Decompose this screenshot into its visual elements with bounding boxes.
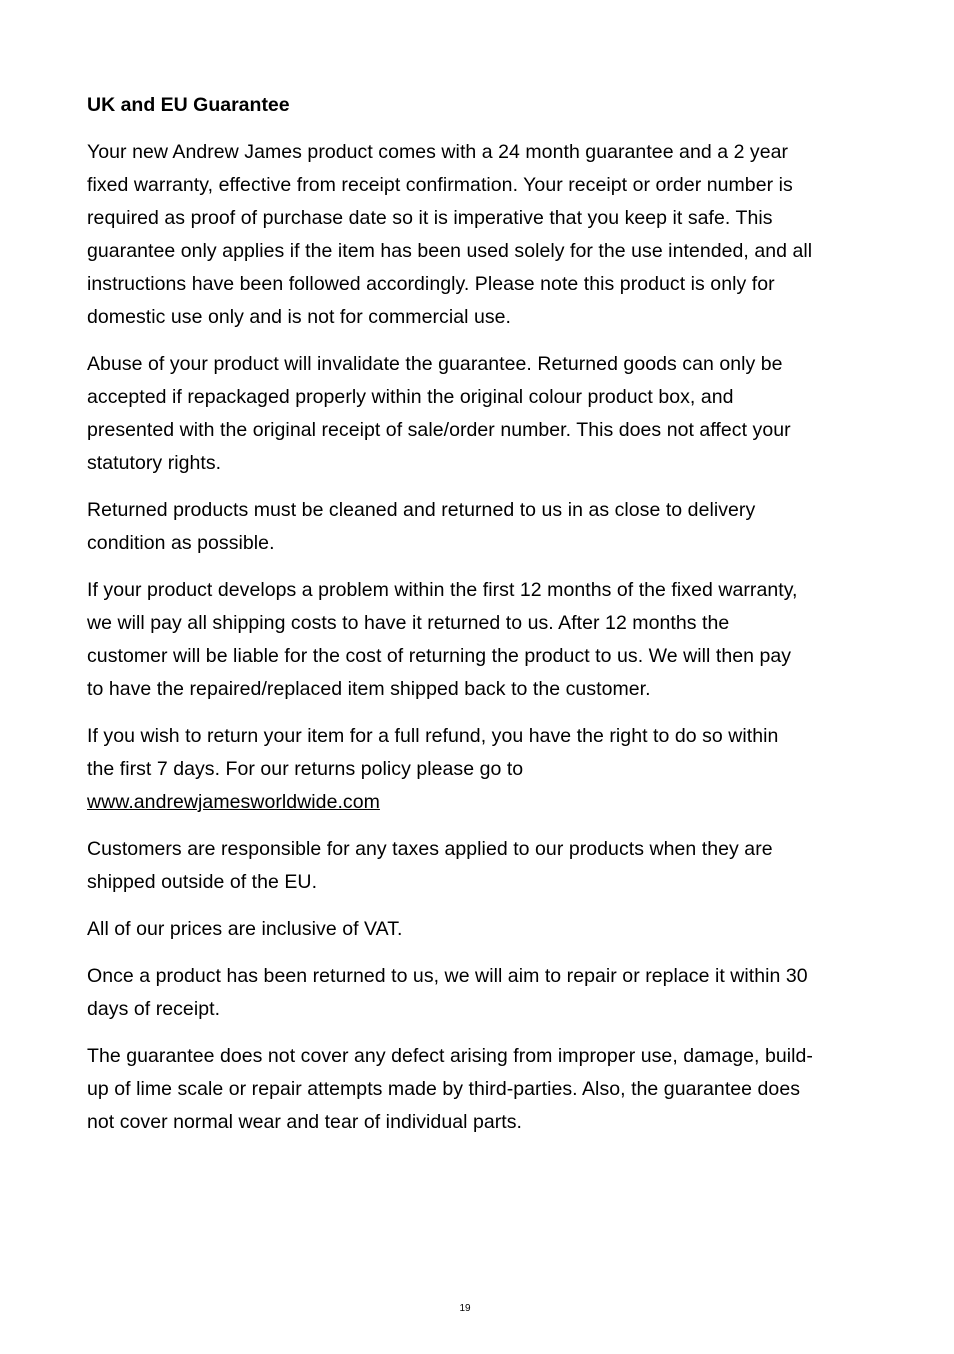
text-line: the first 7 days. For our returns policy please go to	[87, 758, 524, 780]
page-number: 19	[459, 1303, 471, 1314]
paragraph-taxes	[87, 833, 872, 899]
text-line: instructions have been followed accordingly. Please note this product is only for	[87, 273, 775, 295]
text-line: not cover normal wear and tear of individual parts.	[87, 1111, 523, 1133]
paragraph-vat	[87, 913, 872, 946]
page-title: UK and EU Guarantee	[87, 94, 290, 116]
text-line: customer will be liable for the cost of returning the product to us. We will then pay	[87, 645, 792, 667]
text-line: condition as possible.	[87, 532, 275, 554]
text-line: Abuse of your product will invalidate the guarantee. Returned goods can only be	[87, 353, 783, 375]
text-line: accepted if repackaged properly within the original colour product box, and	[87, 386, 734, 408]
text-line: domestic use only and is not for commercial use.	[87, 306, 512, 328]
text-line: fixed warranty, effective from receipt confirmation. Your receipt or order number is	[87, 174, 793, 196]
text-line: All of our prices are inclusive of VAT.	[87, 918, 403, 940]
text-line: up of lime scale or repair attempts made by third-parties. Also, the guarantee does	[87, 1078, 801, 1100]
text-line: If your product develops a problem within the first 12 months of the fixed warranty,	[87, 579, 798, 601]
text-line: Returned products must be cleaned and returned to us in as close to delivery	[87, 499, 756, 521]
text-line: required as proof of purchase date so it is imperative that you keep it safe. This	[87, 207, 773, 229]
text-line: days of receipt.	[87, 998, 221, 1020]
returns-policy-link[interactable]: www.andrewjamesworldwide.com	[87, 791, 380, 813]
paragraph-guarantee-terms	[87, 136, 872, 334]
text-line: guarantee only applies if the item has been used solely for the use intended, and all	[87, 240, 813, 262]
text-line: The guarantee does not cover any defect arising from improper use, damage, build-	[87, 1045, 813, 1067]
text-line: Customers are responsible for any taxes applied to our products when they are	[87, 838, 773, 860]
text-line: shipped outside of the EU.	[87, 871, 318, 893]
text-line: presented with the original receipt of sale/order number. This does not affect your	[87, 419, 791, 441]
paragraph-exclusions	[87, 1040, 872, 1139]
paragraph-returned-condition	[87, 494, 872, 560]
text-line: If you wish to return your item for a full refund, you have the right to do so within	[87, 725, 779, 747]
text-line: statutory rights.	[87, 452, 222, 474]
document-page	[87, 90, 872, 1153]
paragraph-abuse	[87, 348, 872, 480]
paragraph-refund	[87, 720, 872, 819]
text-line: Your new Andrew James product comes with a 24 month guarantee and a 2 year	[87, 141, 789, 163]
text-line: Once a product has been returned to us, we will aim to repair or replace it within 30	[87, 965, 808, 987]
text-line: to have the repaired/replaced item shipped back to the customer.	[87, 678, 651, 700]
text-line: we will pay all shipping costs to have it returned to us. After 12 months the	[87, 612, 730, 634]
paragraph-repair-time	[87, 960, 872, 1026]
paragraph-shipping-costs	[87, 574, 872, 706]
